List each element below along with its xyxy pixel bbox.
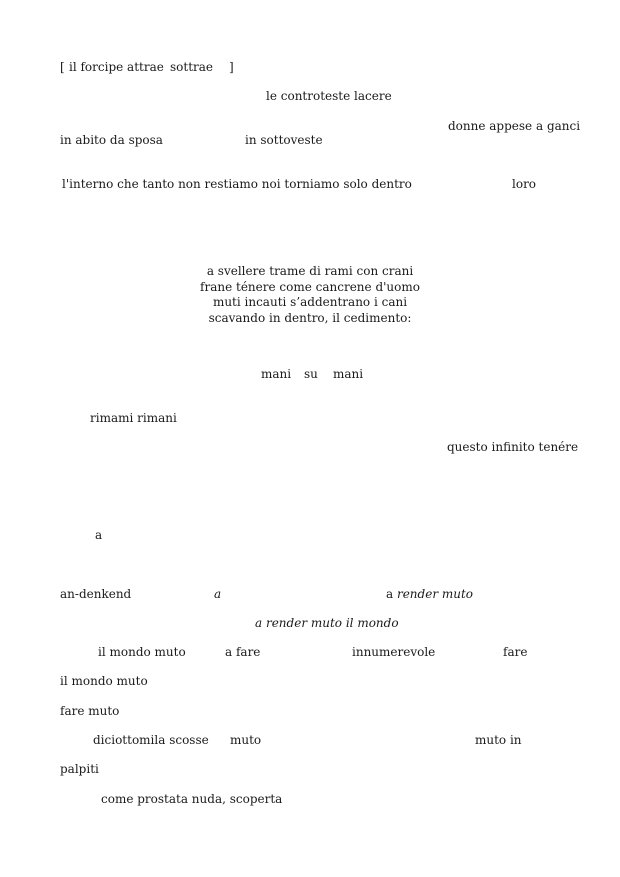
- line-a-render-muto: [386, 587, 473, 601]
- word-mani-1: mani: [261, 367, 292, 381]
- line-interno: l'interno che tanto non restiamo noi torniamo solo dentro: [62, 177, 412, 191]
- word-andenkend: an-denkend: [60, 587, 132, 601]
- word-fare: fare: [503, 645, 528, 659]
- word-a: a: [95, 528, 103, 542]
- centered-stanza: [0, 264, 620, 326]
- line-palpiti: palpiti: [60, 762, 99, 776]
- line-forcipe: il forcipe attrae: [69, 60, 164, 74]
- line-controteste: le controteste lacere: [266, 89, 392, 103]
- line-sottrae: sottrae: [170, 60, 214, 74]
- line-prostata: come prostata nuda, scoperta: [101, 792, 283, 806]
- line-infinito: questo infinito tenére: [447, 440, 579, 454]
- line-abito-sposa: in abito da sposa: [60, 133, 163, 147]
- word-muto: muto: [230, 733, 262, 747]
- line-sottoveste: in sottoveste: [245, 133, 323, 147]
- line-donne-appese: donne appese a ganci: [448, 119, 581, 133]
- open-bracket: [: [60, 60, 65, 74]
- stanza-line: scavando in dentro, il cedimento:: [208, 310, 412, 325]
- word-a-plain: a: [386, 587, 397, 601]
- line-loro: loro: [512, 177, 537, 191]
- line-render-muto-mondo: a render muto il mondo: [255, 616, 399, 630]
- phrase-muto-in: muto in: [475, 733, 522, 747]
- word-a-italic: a: [214, 587, 222, 601]
- word-su: su: [304, 367, 318, 381]
- line-mondo-muto: il mondo muto: [60, 674, 148, 688]
- phrase-a-fare: a fare: [225, 645, 261, 659]
- close-bracket: ]: [229, 60, 234, 74]
- phrase-render-muto: render muto: [396, 587, 474, 601]
- stanza-line: frane ténere come cancrene d'uomo: [200, 279, 420, 294]
- stanza-line: a svellere trame di rami con crani: [206, 264, 414, 278]
- phrase-diciottomila: diciottomila scosse: [93, 733, 209, 747]
- phrase-mondo-muto: il mondo muto: [98, 645, 186, 659]
- line-fare-muto: fare muto: [60, 704, 120, 718]
- word-innumerevole: innumerevole: [352, 645, 436, 659]
- stanza-line: muti incauti s’addentrano i cani: [212, 295, 408, 309]
- line-rimami: rimami rimani: [90, 411, 177, 425]
- word-mani-2: mani: [333, 367, 364, 381]
